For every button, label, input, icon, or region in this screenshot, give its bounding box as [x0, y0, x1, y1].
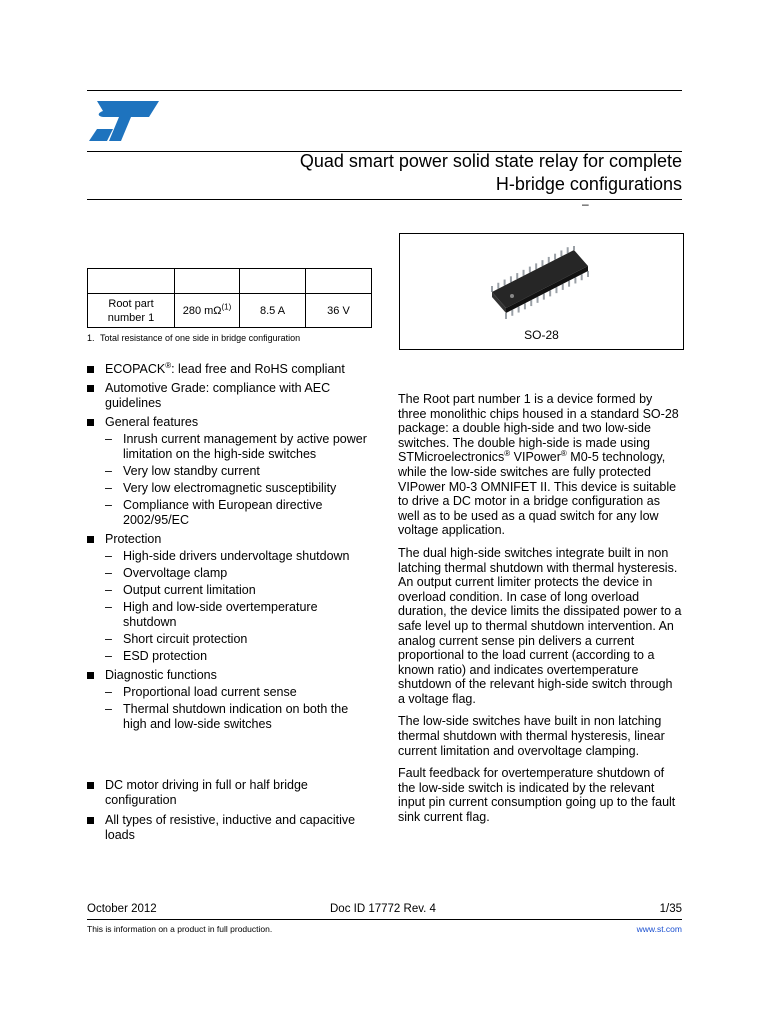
so28-package-image: [488, 246, 598, 326]
package-pin: [574, 277, 576, 283]
package-pin: [518, 307, 520, 313]
sub-item: – Thermal shutdown indication on both the high and low-side switches: [87, 702, 372, 732]
package-pin: [510, 276, 512, 282]
package-pin: [581, 274, 583, 280]
table-header-cell: [306, 269, 372, 294]
package-pin: [537, 297, 539, 303]
ecopack-text: ECOPACK: [105, 362, 166, 376]
package-label: SO-28: [524, 328, 559, 342]
current-cell: 8.5 A: [240, 294, 306, 328]
application-item: DC motor driving in full or half bridge configuration: [87, 778, 372, 808]
part-number-cell: Root part number 1: [88, 294, 175, 328]
sub-item: – Output current limitation: [87, 583, 372, 598]
footer-page-number: 1/35: [659, 903, 682, 915]
package-pin: [568, 281, 570, 287]
table-header-cell: [175, 269, 240, 294]
package-pin: [497, 283, 499, 289]
footnote-number: 1.: [87, 333, 95, 343]
table-header-cell: [88, 269, 175, 294]
sub-item: – Very low standby current: [87, 464, 372, 479]
description-paragraph-3: The low-side switches have built in non latching thermal shutdown with thermal hysteresis, linear current limitation and overvoltage clamping.: [398, 714, 665, 758]
package-pin: [541, 260, 543, 266]
key-specs-table: [87, 268, 372, 328]
registered-mark: ®: [560, 449, 567, 459]
features-list: [87, 362, 372, 734]
package-pin: [529, 267, 531, 273]
description-paragraph-1: [398, 392, 682, 538]
package-pin: [587, 271, 589, 277]
sub-item: – High and low-side overtemperature shutdown: [87, 600, 372, 630]
package-pin: [567, 247, 569, 253]
sub-item: – Proportional load current sense: [87, 685, 372, 700]
package-pin: [543, 294, 545, 300]
package-pin: [523, 270, 525, 276]
package-pin: [516, 273, 518, 279]
p1-text-a: The Root part number 1 is a device formed by three monolithic chips housed in a standard SO-28 package: a double high-side and two low-side switches. The double high-side is made using STMicroelectronics: [398, 392, 679, 465]
document-title: [242, 150, 682, 196]
title-line-2: H-bridge configurations: [495, 174, 682, 194]
website-link[interactable]: www.st.com: [636, 924, 682, 934]
package-pin: [535, 263, 537, 269]
package-pin: [548, 257, 550, 263]
package-pin: [549, 290, 551, 296]
sub-item: – ESD protection: [87, 649, 372, 664]
description: [398, 392, 682, 833]
applications-list: [87, 778, 372, 847]
header-dash: –: [582, 197, 589, 211]
footnote-text: Total resistance of one side in bridge configuration: [100, 333, 301, 343]
package-pin: [555, 287, 557, 293]
package-pin: [524, 303, 526, 309]
description-paragraph-4: Fault feedback for overtemperature shutdown of the low-side switch is indicated by the relevant input pin current consumption going up to the fault sink current flag.: [398, 766, 676, 825]
resistance-footnote-ref: (1): [221, 301, 232, 311]
ecopack-registered-mark: ®: [165, 360, 172, 370]
voltage-cell: 36 V: [306, 294, 372, 328]
sub-item: – Short circuit protection: [87, 632, 372, 647]
registered-mark: ®: [504, 449, 511, 459]
table-row: [88, 294, 372, 328]
title-line-1: Quad smart power solid state relay for complete: [299, 151, 682, 171]
production-note: This is information on a product in full production.: [87, 924, 273, 934]
table-footnote: [87, 333, 300, 343]
p1-text-c: M0-5 technology, while the low-side switches are fully protected VIPower M0-3 OMNIFET II. This device is suitable to drive a DC motor in a bridge configuration as well as to be used as a quad switch for any low voltage application.: [398, 450, 677, 538]
package-pin: [554, 254, 556, 260]
st-logo: [87, 97, 163, 145]
package-pin: [511, 310, 513, 316]
sub-item: – Very low electromagnetic susceptibility: [87, 481, 372, 496]
feature-ecopack: [87, 362, 372, 377]
footer-rule: [87, 919, 682, 920]
package-pin: [573, 246, 575, 250]
feature-protection: Protection: [87, 532, 372, 547]
package-figure: [399, 233, 684, 350]
sub-item: – Inrush current management by active power limitation on the high-side switches: [87, 432, 372, 462]
package-pin: [562, 284, 564, 290]
sub-item: – High-side drivers undervoltage shutdown: [87, 549, 372, 564]
table-header-row: [88, 269, 372, 294]
footer-doc-id: Doc ID 17772 Rev. 4: [330, 903, 436, 915]
package-pin: [560, 250, 562, 256]
feature-diagnostic: Diagnostic functions: [87, 668, 372, 683]
top-rule: [87, 90, 682, 91]
package-pin: [504, 280, 506, 286]
title-bottom-rule: [87, 199, 682, 200]
application-item: All types of resistive, inductive and capacitive loads: [87, 813, 372, 843]
ecopack-rest: : lead free and RoHS compliant: [171, 362, 345, 376]
resistance-value: 280 mΩ: [182, 304, 222, 317]
feature-general: General features: [87, 415, 372, 430]
package-pin: [505, 313, 507, 319]
package-pin: [530, 300, 532, 306]
table-header-cell: [240, 269, 306, 294]
package-pin: [491, 286, 493, 292]
resistance-cell: [175, 294, 240, 328]
feature-automotive: Automotive Grade: compliance with AEC guidelines: [87, 381, 372, 411]
p1-text-b: VIPower: [510, 450, 561, 465]
sub-item: – Overvoltage clamp: [87, 566, 372, 581]
description-paragraph-2: The dual high-side switches integrate built in non latching thermal shutdown with thermal hysteresis. An output current limiter protects the device in overload condition. In case of long overload duration, the device limits the dissipated power to a safe level up to thermal shutdown intervention. An analog current sense pin delivers a current proportional to the load current (according to a known ratio) and indicates overtemperature shutdown of the relevant high-side switch through a voltage flag.: [398, 545, 682, 706]
footer-date: October 2012: [87, 903, 157, 915]
sub-item: – Compliance with European directive 2002/95/EC: [87, 498, 372, 528]
